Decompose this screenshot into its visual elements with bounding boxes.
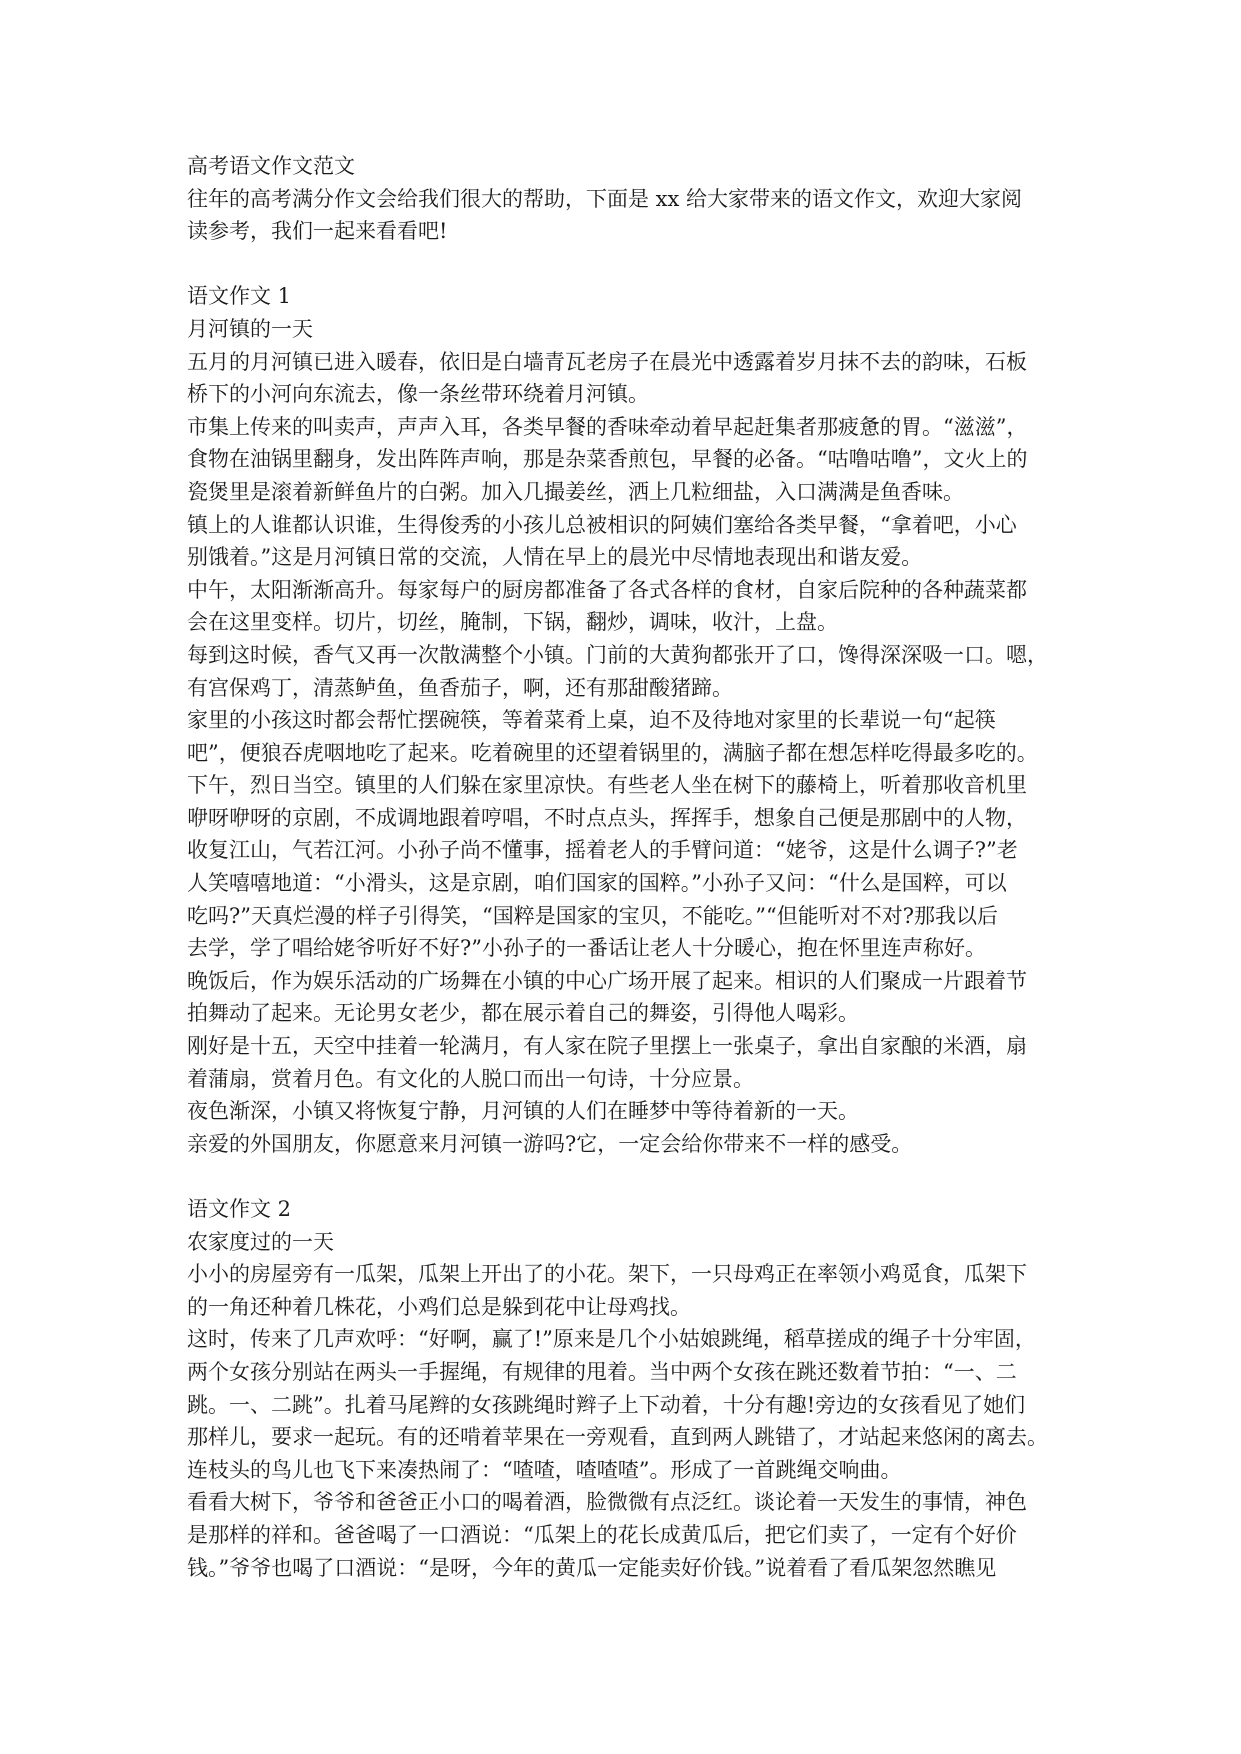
spacer [187, 1160, 1067, 1193]
body-line: 家里的小孩这时都会帮忙摆碗筷，等着菜肴上桌，迫不及待地对家里的长辈说一句“起筷 [187, 708, 996, 733]
body-line: 亲爱的外国朋友，你愿意来月河镇一游吗?它，一定会给你带来不一样的感受。 [187, 1131, 913, 1156]
body-line: 五月的月河镇已进入暖春，依旧是白墙青瓦老房子在晨光中透露着岁月抹不去的韵味，石板 [187, 349, 1027, 374]
body-line: 市集上传来的叫卖声，声声入耳，各类早餐的香味牵动着早起赶集者那疲惫的胃。“滋滋”， [187, 414, 1028, 439]
body-line: 桥下的小河向东流去，像一条丝带环绕着月河镇。 [187, 382, 649, 407]
body-line: 刚好是十五，天空中挂着一轮满月，有人家在院子里摆上一张桌子，拿出自家酿的米酒，扇 [187, 1034, 1027, 1059]
body-line: 连枝头的鸟儿也飞下来凑热闹了：“喳喳，喳喳喳”。形成了一首跳绳交响曲。 [187, 1457, 902, 1482]
body-line: 镇上的人谁都认识谁，生得俊秀的小孩儿总被相识的阿姨们塞给各类早餐，“拿着吧，小心 [187, 512, 1017, 537]
body-line: 每到这时候，香气又再一次散满整个小镇。门前的大黄狗都张开了口，馋得深深吸一口。嗯， [187, 642, 1048, 667]
body-line: 吃吗?”天真烂漫的样子引得笑，“国粹是国家的宝贝，不能吃。”“但能听对不对?那我以后 [187, 903, 998, 928]
body-line: 小小的房屋旁有一瓜架，瓜架上开出了的小花。架下，一只母鸡正在率领小鸡觅食，瓜架下 [187, 1262, 1027, 1287]
intro-paragraph [187, 183, 1067, 248]
intro-line: 往年的高考满分作文会给我们很大的帮助，下面是 xx 给大家带来的语文作文，欢迎大家阅 [187, 186, 1023, 211]
body-line: 看看大树下，爷爷和爸爸正小口的喝着酒，脸微微有点泛红。谈论着一天发生的事情，神色 [187, 1490, 1027, 1515]
body-line: 人笑嘻嘻地道：“小滑头，这是京剧，咱们国家的国粹。”小孙子又问：“什么是国粹，可以 [187, 871, 1007, 896]
spacer [187, 248, 1067, 281]
document-title: 高考语文作文范文 [187, 154, 355, 178]
body-line: 咿呀咿呀的京剧，不成调地跟着哼唱，不时点点头，挥挥手，想象自己便是那剧中的人物， [187, 805, 1027, 830]
essay-body [187, 1258, 1067, 1584]
essay-heading: 语文作文 2 [187, 1197, 292, 1221]
body-line: 是那样的祥和。爸爸喝了一口酒说：“瓜架上的花长成黄瓜后，把它们卖了，一定有个好价 [187, 1522, 1017, 1547]
body-line: 的一角还种着几株花，小鸡们总是躲到花中让母鸡找。 [187, 1294, 691, 1319]
essay-title: 月河镇的一天 [187, 316, 313, 341]
essay-title: 农家度过的一天 [187, 1229, 334, 1254]
essay-1 [187, 280, 1067, 1160]
body-line: 夜色渐深，小镇又将恢复宁静，月河镇的人们在睡梦中等待着新的一天。 [187, 1099, 859, 1124]
document-page [187, 150, 1067, 1584]
body-line: 两个女孩分别站在两头一手握绳，有规律的甩着。当中两个女孩在跳还数着节拍：“一、二 [187, 1359, 1017, 1384]
body-line: 钱。”爷爷也喝了口酒说：“是呀，今年的黄瓜一定能卖好价钱。”说着看了看瓜架忽然瞧见 [187, 1555, 997, 1580]
body-line: 收复江山，气若江河。小孙子尚不懂事，摇着老人的手臂问道：“姥爷，这是什么调子?”老 [187, 838, 1018, 863]
body-line: 吧”，便狼吞虎咽地吃了起来。吃着碗里的还望着锅里的，满脑子都在想怎样吃得最多吃的。 [187, 740, 1038, 765]
body-line: 食物在油锅里翻身，发出阵阵声响，那是杂菜香煎包，早餐的必备。“咕噜咕噜”，文火上的 [187, 447, 1028, 472]
body-line: 拍舞动了起来。无论男女老少，都在展示着自己的舞姿，引得他人喝彩。 [187, 1001, 859, 1026]
body-line: 下午，烈日当空。镇里的人们躲在家里凉快。有些老人坐在树下的藤椅上，听着那收音机里 [187, 773, 1027, 798]
body-line: 别饿着。”这是月河镇日常的交流，人情在早上的晨光中尽情地表现出和谐友爱。 [187, 545, 923, 570]
body-line: 这时，传来了几声欢呼：“好啊，赢了!”原来是几个小姑娘跳绳，稻草搓成的绳子十分牢固， [187, 1327, 1036, 1352]
body-line: 那样儿，要求一起玩。有的还啃着苹果在一旁观看，直到两人跳错了，才站起来悠闲的离去。 [187, 1425, 1048, 1450]
body-line: 去学，学了唱给姥爷听好不好?”小孙子的一番话让老人十分暖心，抱在怀里连声称好。 [187, 936, 986, 961]
intro-line: 读参考，我们一起来看看吧! [187, 219, 448, 244]
body-line: 瓷煲里是滚着新鲜鱼片的白粥。加入几撮姜丝，洒上几粒细盐，入口满满是鱼香味。 [187, 479, 964, 504]
body-line: 着蒲扇，赏着月色。有文化的人脱口而出一句诗，十分应景。 [187, 1066, 754, 1091]
essay-body [187, 346, 1067, 1161]
body-line: 晚饭后，作为娱乐活动的广场舞在小镇的中心广场开展了起来。相识的人们聚成一片跟着节 [187, 968, 1027, 993]
body-line: 会在这里变样。切片，切丝，腌制，下锅，翻炒，调味，收汁，上盘。 [187, 610, 838, 635]
body-line: 跳。一、二跳”。扎着马尾辫的女孩跳绳时辫子上下动着，十分有趣!旁边的女孩看见了她们 [187, 1392, 1026, 1417]
essay-heading: 语文作文 1 [187, 284, 292, 309]
body-line: 有宫保鸡丁，清蒸鲈鱼，鱼香茄子，啊，还有那甜酸猪蹄。 [187, 675, 733, 700]
essay-2 [187, 1193, 1067, 1584]
body-line: 中午，太阳渐渐高升。每家每户的厨房都准备了各式各样的食材，自家后院种的各种蔬菜都 [187, 577, 1027, 602]
